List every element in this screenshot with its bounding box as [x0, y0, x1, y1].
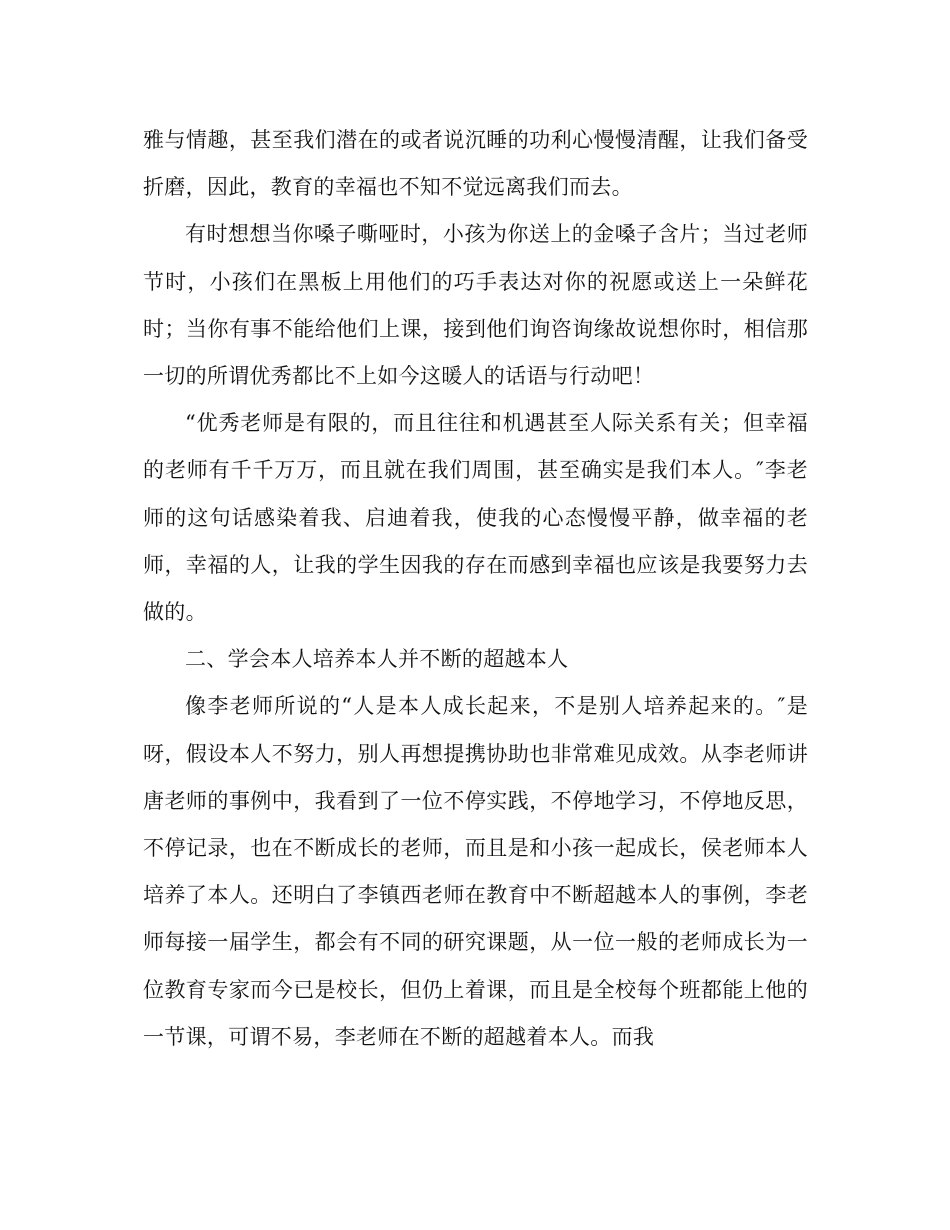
document-body: [143, 117, 808, 1061]
paragraph-1: 雅与情趣，甚至我们潜在的或者说沉睡的功利心慢慢清醒，让我们备受折磨，因此，教育的幸福也不知不觉远离我们而去。: [143, 128, 808, 200]
paragraph-4: 像李老师所说的“人是本人成长起来，不是别人培养起来的。″是呀，假设本人不努力，别人再想提携协助也非常难见成效。从李老师讲唐老师的事例中，我看到了一位不停实践，不停地学习，不停地反思，不停记录，也在不断成长的老师，而且是和小孩一起成长，侯老师本人培养了本人。还明白了李镇西老师在教育中不断超越本人的事例，李老师每接一届学生，都会有不同的研究课题，从一位一般的老师成长为一位教育专家而今已是校长，但仍上着课，而且是全校每个班都能上他的一节课，可谓不易，李老师在不断的超越着本人。而我: [143, 694, 808, 1049]
paragraph-2: 有时想想当你嗓子嘶哑时，小孩为你送上的金嗓子含片；当过老师节时，小孩们在黑板上用他们的巧手表达对你的祝愿或送上一朵鲜花时；当你有事不能给他们上课，接到他们询咨询缘故说想你时，相信那一切的所谓优秀都比不上如今这暖人的话语与行动吧！: [143, 222, 808, 389]
paragraph-3: “优秀老师是有限的，而且往往和机遇甚至人际关系有关；但幸福的老师有千千万万，而且就在我们周围，甚至确实是我们本人。″李老师的这句话感染着我、启迪着我，使我的心态慢慢平静，做幸福的老师，幸福的人，让我的学生因我的存在而感到幸福也应该是我要努力去做的。: [143, 411, 808, 625]
section-heading: 二、学会本人培养本人并不断的超越本人: [185, 647, 569, 672]
